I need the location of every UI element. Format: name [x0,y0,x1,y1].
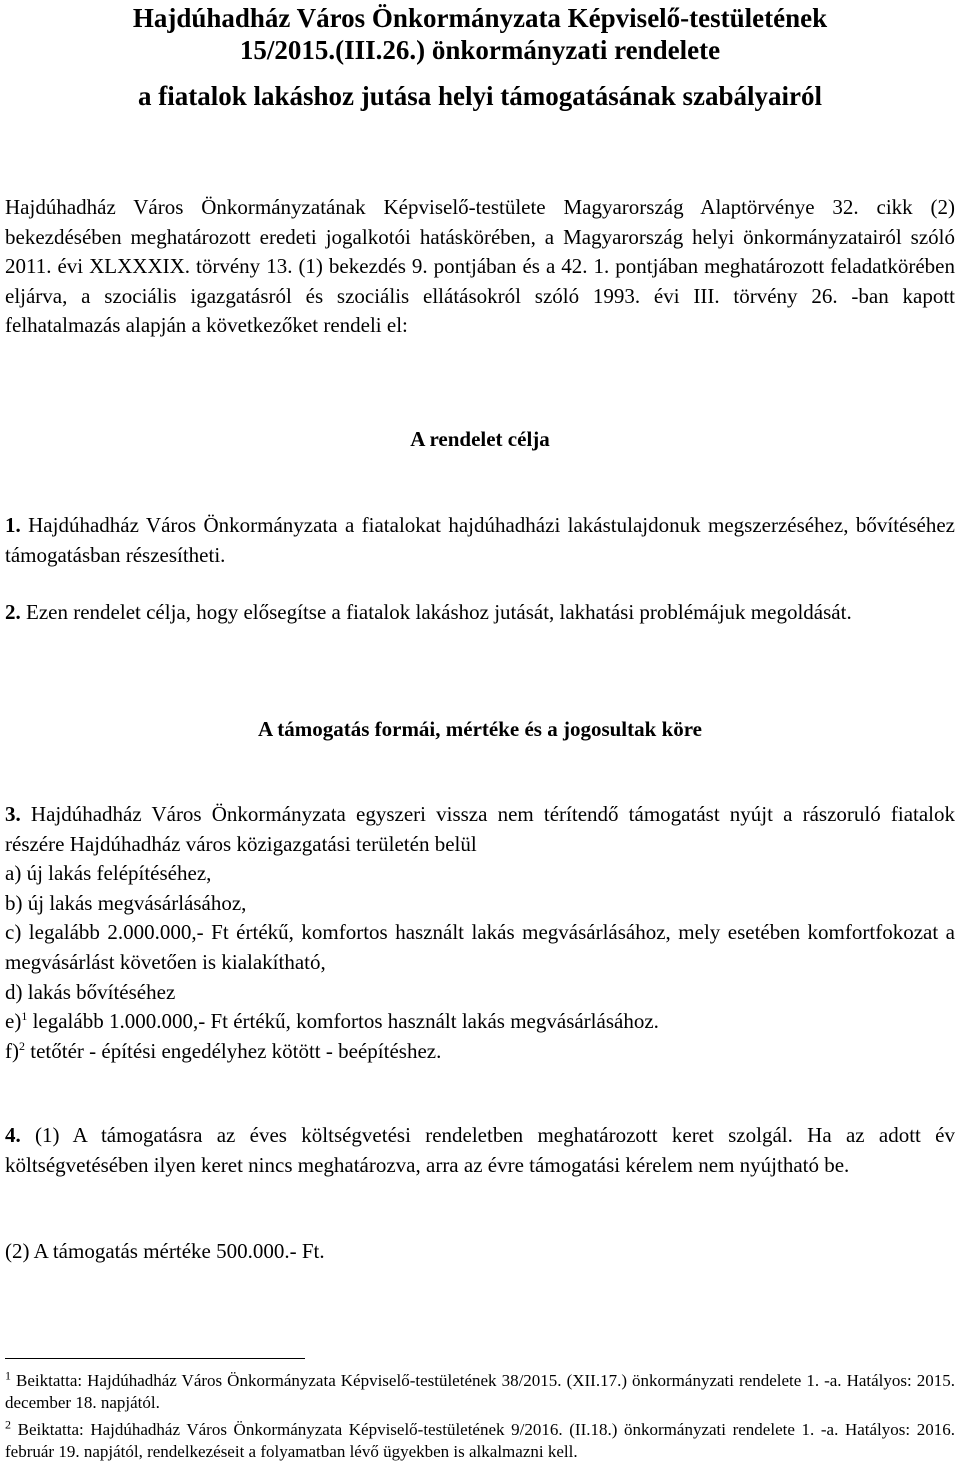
document-title-line-1: Hajdúhadház Város Önkormányzata Képviselő-testületének [132,3,828,33]
paragraph-3 [5,800,955,1066]
section-heading-purpose: A rendelet célja [410,427,550,451]
paragraph-number: 3. [5,802,21,826]
list-item-a: a) új lakás felépítéséhez, [5,861,212,886]
footnote-ref-1[interactable]: 1 [21,1009,28,1024]
paragraph-1 [5,511,955,570]
paragraph-number: 1. [5,513,21,537]
footnote-text: Beiktatta: Hajdúhadház Város Önkormányzata Képviselő-testületének 38/2015. (XII.17.) önkormányzati rendelete 1. -a. Hatályos: 2015. december 18. napjától. [5,1371,956,1412]
list-item-text: tetőtér - építési engedélyhez kötött - beépítéshez. [30,1038,442,1063]
document-title-line-2: 15/2015.(III.26.) önkormányzati rendelete [239,35,721,65]
paragraph-text: Ezen rendelet célja, hogy elősegítse a fiatalok lakáshoz jutását, lakhatási problémájuk megoldását. [26,600,852,624]
document-title-line-3: a fiatalok lakáshoz jutása helyi támogatásának szabályairól [137,81,823,111]
footnote-ref-2[interactable]: 2 [19,1038,25,1053]
list-item-text: legalább 1.000.000,- Ft értékű, komfortos használt lakás megvásárlásához. [32,1009,659,1034]
paragraph-text: (1) A támogatásra az éves költségvetési rendeletben meghatározott keret szolgál. Ha az adott év költségvetésében ilyen keret nincs meghatározva, arra az évre támogatási kérelem nem nyújtható be. [5,1123,955,1177]
paragraph-2 [5,598,955,628]
list-item-prefix: e) [5,1009,22,1034]
footnote-number: 1 [5,1368,11,1383]
preamble-paragraph: Hajdúhadház Város Önkormányzatának Képviselő-testülete Magyarország Alaptörvénye 32. cikk (2) bekezdésében meghatározott eredeti jogalkotói hatáskörében, a Magyarország helyi önkormányzatairól szóló 2011. évi XLXXXIX. törvény 13. (1) bekezdés 9. pontjában és a 42. 1. pontjában meghatározott feladatkörében eljárva, a szociális igazgatásról és szociális ellátásokról szóló 1993. évi III. törvény 26. -ban kapott felhatalmazás alapján a következőket rendeli el: [5,195,955,338]
paragraph-text: Hajdúhadház Város Önkormányzata egyszeri vissza nem térítendő támogatást nyújt a rászoruló fiatalok részére Hajdúhadház város közigazgatási területén belül [5,802,956,856]
section-heading-support-forms: A támogatás formái, mértéke és a jogosultak köre [257,717,703,741]
paragraph-number: 2. [5,600,21,624]
footnote-number: 2 [5,1417,11,1432]
list-item-f [5,1037,955,1067]
list-item-b: b) új lakás megvásárlásához, [5,890,247,915]
list-item-e [5,1007,955,1037]
paragraph-number: 4. [5,1123,21,1147]
paragraph-4-2: (2) A támogatás mértéke 500.000.- Ft. [5,1239,325,1263]
footnote-text: Beiktatta: Hajdúhadház Város Önkormányzata Képviselő-testületének 9/2016. (II.18.) önkormányzati rendelete 1. -a. Hatályos: 2016. február 19. napjától, rendelkezéseit a folyamatban lévő ügyekben is alkalmazni kell. [5,1420,955,1461]
list-item-c: c) legalább 2.000.000,- Ft értékű, komfortos használt lakás megvásárlásához, mely esetében komfortfokozat a megvásárlást követően is kialakítható, [5,920,955,974]
footnote-2 [5,1419,955,1463]
paragraph-text: Hajdúhadház Város Önkormányzata a fiatalokat hajdúhadházi lakástulajdonuk megszerzéséhez, bővítéséhez támogatásban részesítheti. [5,513,956,567]
footnote-1 [5,1370,955,1414]
paragraph-4 [5,1121,955,1180]
list-item-d: d) lakás bővítéséhez [5,979,176,1004]
list-item-prefix: f) [5,1038,19,1063]
footnote-divider [5,1358,305,1359]
